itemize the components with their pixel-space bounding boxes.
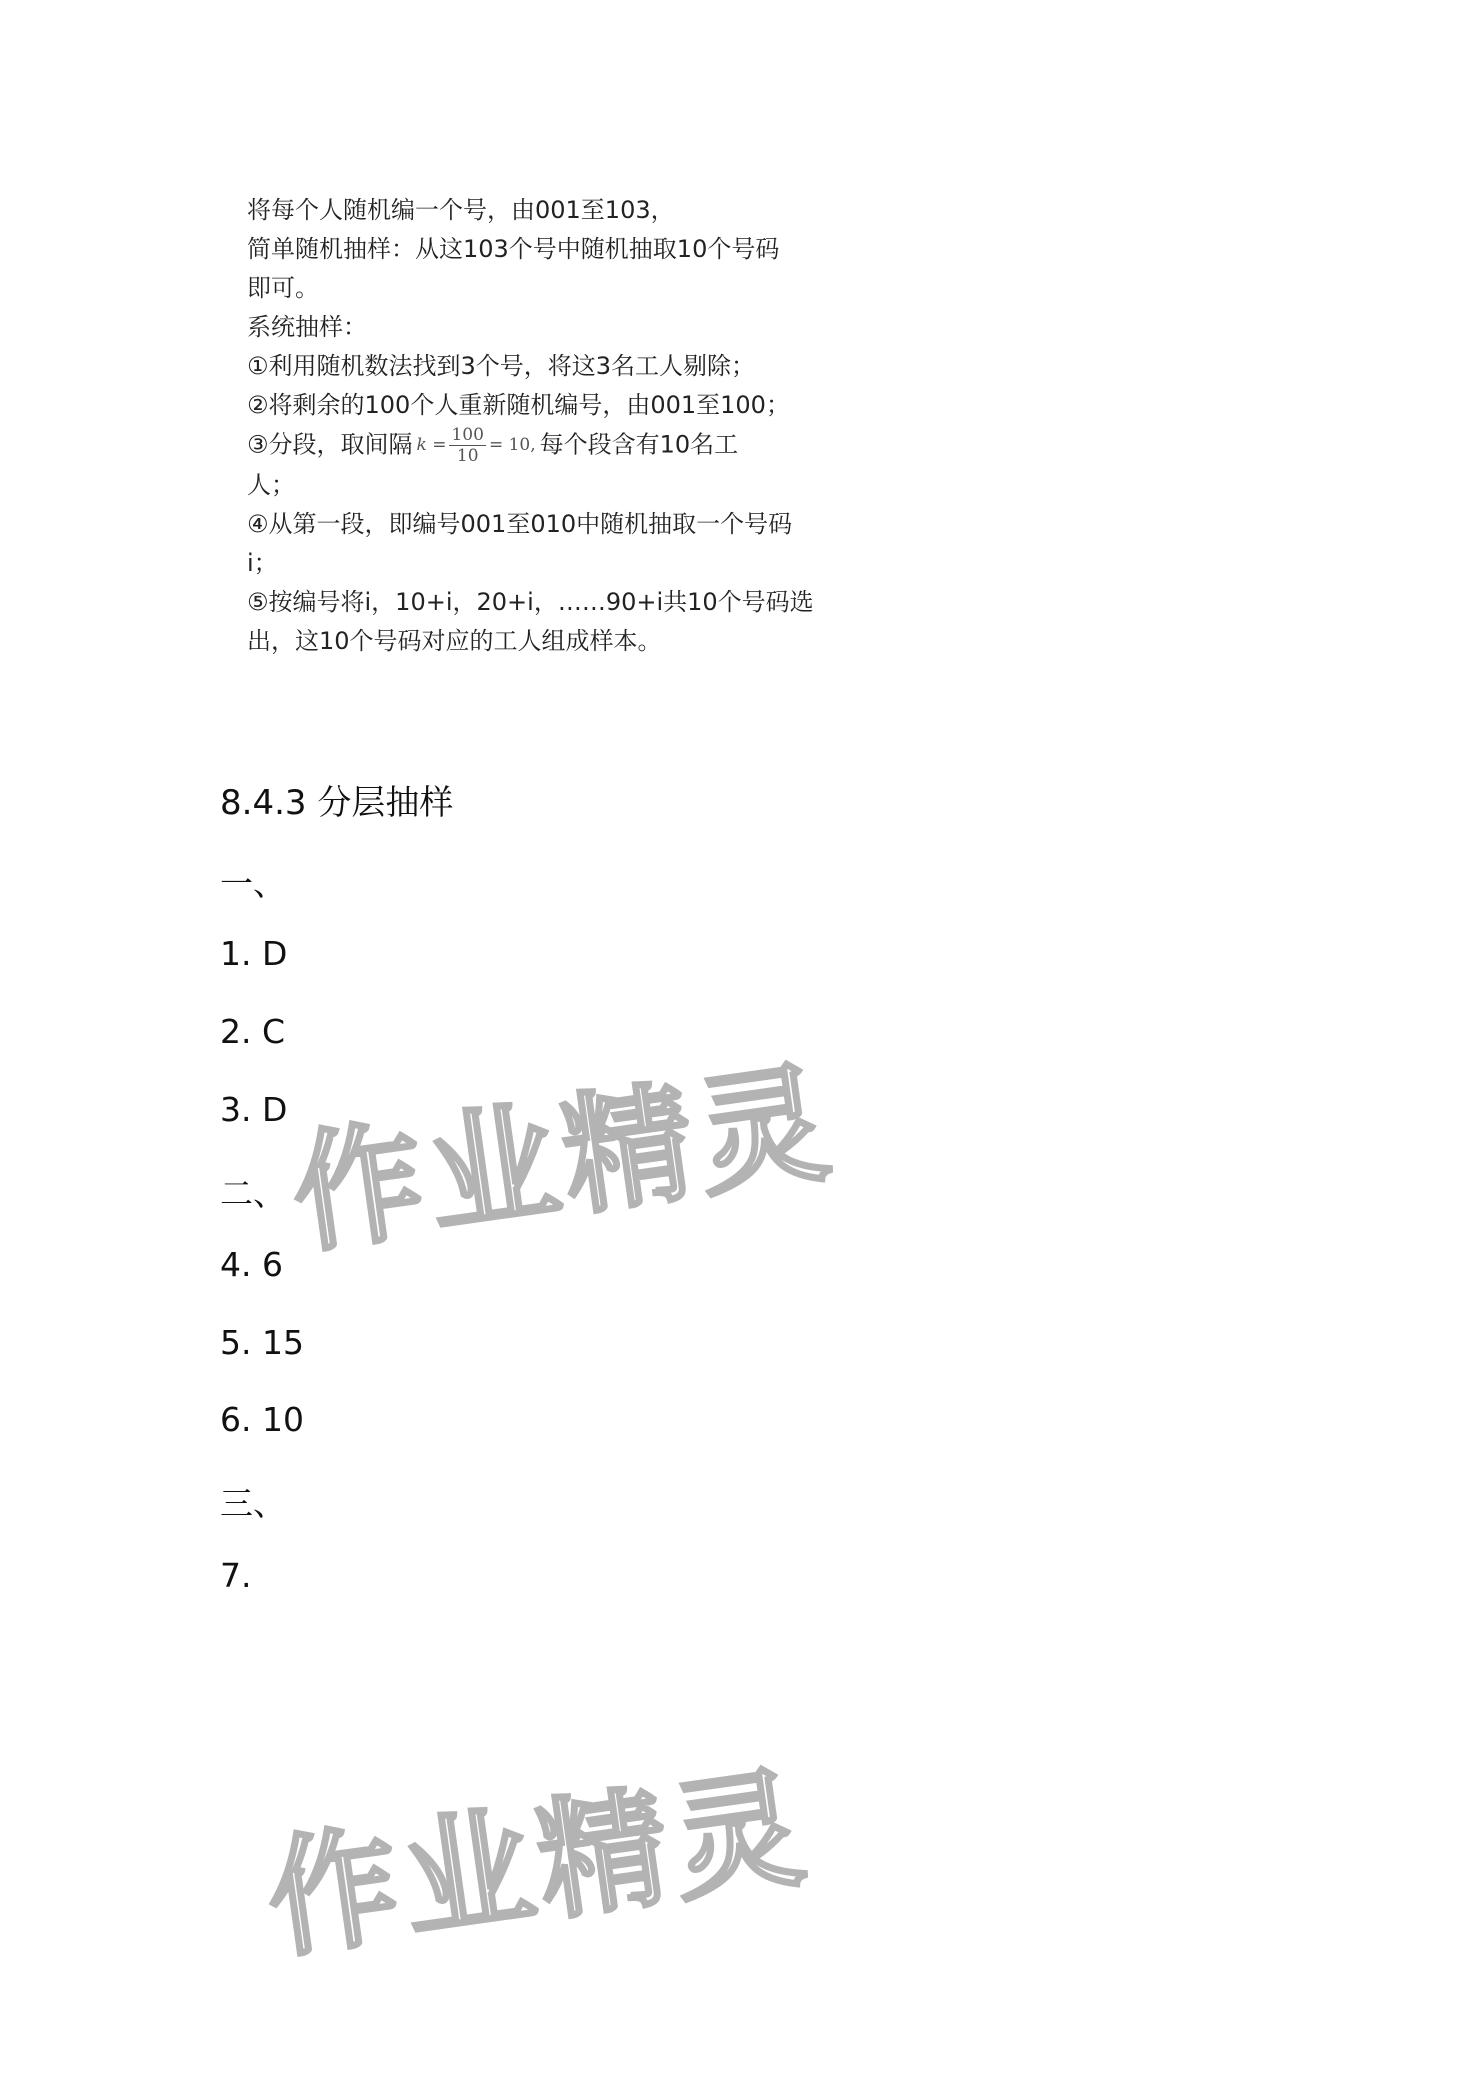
- solution-line: ②将剩余的100个人重新随机编号，由001至100；: [247, 391, 790, 419]
- answer-line: 5. 15: [220, 1323, 304, 1362]
- solution-line-with-formula: [247, 425, 827, 466]
- formula-prefix: ③分段，取间隔: [247, 430, 413, 459]
- answer-line: 4. 6: [220, 1245, 283, 1284]
- formula-equals: =: [432, 435, 447, 455]
- solution-line: ⑤按编号将i，10+i，20+i，……90+i共10个号码选: [247, 588, 814, 616]
- solution-line: i；: [247, 549, 278, 577]
- solution-line: 出，这10个号码对应的工人组成样本。: [247, 627, 662, 655]
- fraction-denominator: 10: [456, 446, 479, 466]
- answer-line: 2. C: [220, 1012, 286, 1051]
- solution-text-block: [247, 191, 827, 661]
- solution-line: 简单随机抽样：从这103个号中随机抽取10个号码: [247, 235, 780, 263]
- answer-line: 6. 10: [220, 1400, 304, 1439]
- answer-line: 一、: [220, 864, 286, 903]
- solution-line: 人；: [247, 471, 295, 499]
- watermark: 作业精灵: [258, 1750, 819, 1978]
- section-title: 8.4.3 分层抽样: [220, 783, 454, 823]
- formula-fraction: [449, 425, 485, 466]
- fraction-numerator: 100: [451, 425, 484, 445]
- interval-formula: [417, 425, 536, 466]
- answer-line: 三、: [220, 1484, 286, 1523]
- answer-line: 二、: [220, 1174, 286, 1213]
- formula-suffix: 每个段含有10名工: [539, 430, 739, 459]
- formula-k: k: [416, 435, 427, 455]
- solution-line: 即可。: [247, 274, 319, 302]
- solution-line: ④从第一段，即编号001至010中随机抽取一个号码: [247, 510, 793, 538]
- answer-line: 3. D: [220, 1090, 288, 1129]
- solution-line: ①利用随机数法找到3个号，将这3名工人剔除；: [247, 352, 756, 380]
- answer-line: 1. D: [220, 934, 288, 973]
- solution-line: 系统抽样：: [247, 313, 367, 341]
- formula-result: = 10,: [488, 435, 536, 455]
- watermark: 作业精灵: [283, 1045, 844, 1273]
- answer-line: 7.: [220, 1556, 252, 1595]
- solution-line: 将每个人随机编一个号，由001至103，: [247, 196, 675, 224]
